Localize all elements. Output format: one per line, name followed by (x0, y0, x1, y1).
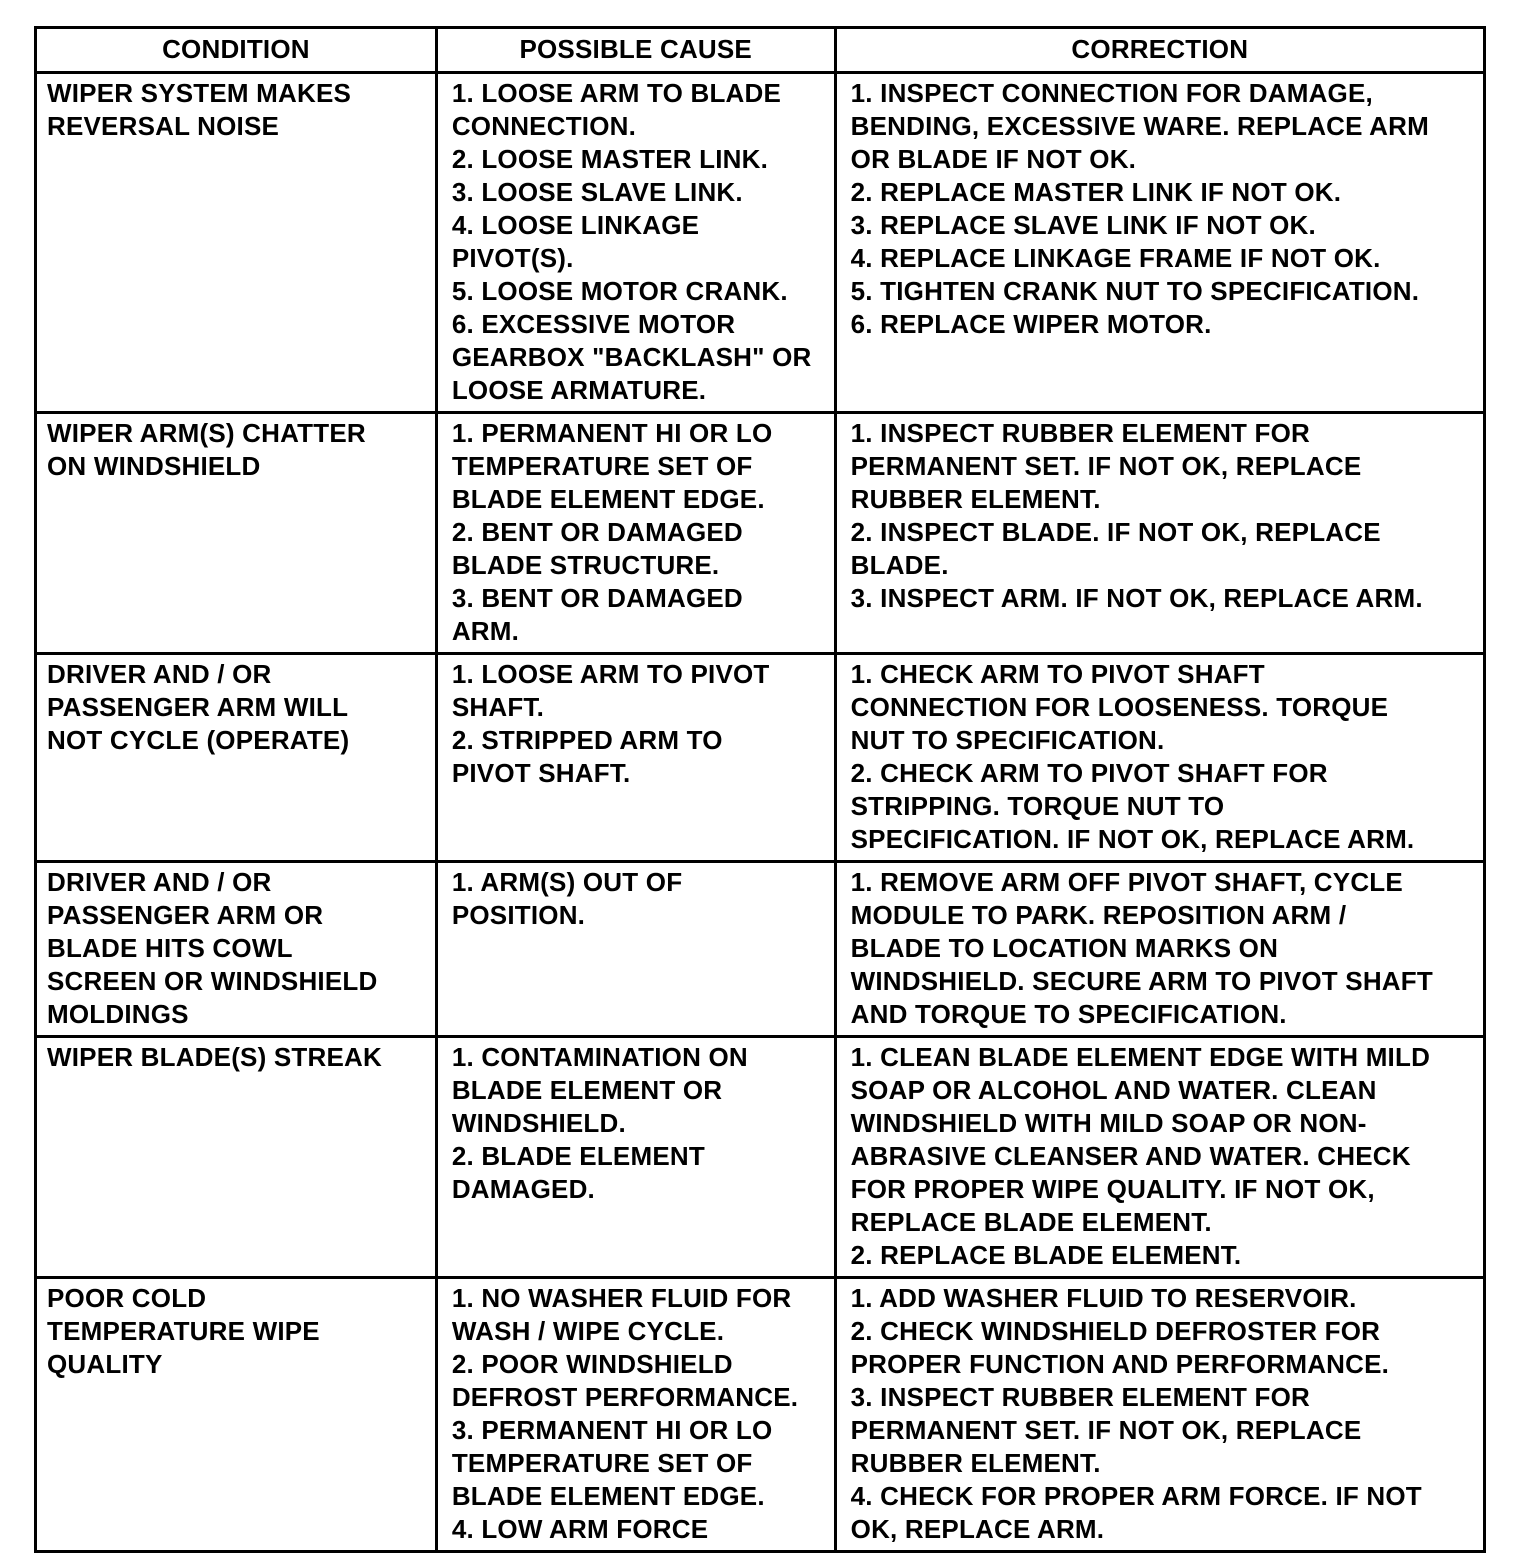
condition-cell (36, 1037, 437, 1278)
header-possible-cause: POSSIBLE CAUSE (436, 28, 835, 73)
diagnosis-table (34, 26, 1486, 1553)
correction-line: 2. REPLACE MASTER LINK IF NOT OK. (850, 177, 1342, 207)
condition-line: SCREEN OR WINDSHIELD (47, 966, 378, 996)
correction-cell (835, 413, 1484, 654)
cause-line: 2. BLADE ELEMENT (451, 1141, 705, 1171)
condition-line: BLADE HITS COWL (47, 933, 293, 963)
cause-line: DEFROST PERFORMANCE. (451, 1382, 799, 1412)
cause-line: DAMAGED. (451, 1174, 595, 1204)
condition-line: WIPER ARM(S) CHATTER (47, 418, 366, 448)
correction-line: ABRASIVE CLEANSER AND WATER. CHECK (850, 1141, 1411, 1171)
correction-line: 3. INSPECT ARM. IF NOT OK, REPLACE ARM. (850, 583, 1423, 613)
condition-cell (36, 73, 437, 413)
correction-line: REPLACE BLADE ELEMENT. (850, 1207, 1212, 1237)
correction-line: 1. CHECK ARM TO PIVOT SHAFT (850, 659, 1265, 689)
table-row (36, 413, 1485, 654)
correction-line: CONNECTION FOR LOOSENESS. TORQUE (850, 692, 1389, 722)
cause-line: BLADE STRUCTURE. (451, 550, 720, 580)
condition-line: NOT CYCLE (OPERATE) (47, 725, 350, 755)
cause-line: 6. EXCESSIVE MOTOR (451, 309, 736, 339)
correction-line: WINDSHIELD WITH MILD SOAP OR NON- (850, 1108, 1367, 1138)
correction-line: 1. CLEAN BLADE ELEMENT EDGE WITH MILD (850, 1042, 1431, 1072)
cause-line: ARM. (451, 616, 520, 646)
cause-cell (436, 654, 835, 862)
cause-line: 2. LOOSE MASTER LINK. (451, 144, 769, 174)
cause-cell (436, 1037, 835, 1278)
correction-line: 2. REPLACE BLADE ELEMENT. (850, 1240, 1242, 1270)
correction-line: 2. CHECK WINDSHIELD DEFROSTER FOR (850, 1316, 1381, 1346)
table-row (36, 1278, 1485, 1552)
correction-line: FOR PROPER WIPE QUALITY. IF NOT OK, (850, 1174, 1375, 1204)
cause-line: 1. ARM(S) OUT OF (451, 867, 683, 897)
correction-line: 2. INSPECT BLADE. IF NOT OK, REPLACE (850, 517, 1381, 547)
cause-line: 1. PERMANENT HI OR LO (451, 418, 773, 448)
correction-line: 1. INSPECT CONNECTION FOR DAMAGE, (850, 78, 1373, 108)
correction-line: SPECIFICATION. IF NOT OK, REPLACE ARM. (850, 824, 1415, 854)
cause-line: 4. LOOSE LINKAGE (451, 210, 700, 240)
correction-line: BLADE. (850, 550, 949, 580)
condition-line: WIPER SYSTEM MAKES (47, 78, 352, 108)
cause-cell (436, 73, 835, 413)
cause-line: 1. LOOSE ARM TO PIVOT (451, 659, 770, 689)
table-row (36, 1037, 1485, 1278)
cause-cell (436, 413, 835, 654)
cause-line: LOOSE ARMATURE. (451, 375, 707, 405)
correction-line: STRIPPING. TORQUE NUT TO (850, 791, 1225, 821)
header-row (36, 28, 1485, 73)
correction-line: PERMANENT SET. IF NOT OK, REPLACE (850, 451, 1362, 481)
correction-line: MODULE TO PARK. REPOSITION ARM / (850, 900, 1347, 930)
correction-line: WINDSHIELD. SECURE ARM TO PIVOT SHAFT (850, 966, 1433, 996)
correction-line: PROPER FUNCTION AND PERFORMANCE. (850, 1349, 1390, 1379)
table-row (36, 73, 1485, 413)
cause-line: SHAFT. (451, 692, 545, 722)
correction-line: NUT TO SPECIFICATION. (850, 725, 1165, 755)
condition-line: WIPER BLADE(S) STREAK (47, 1042, 382, 1072)
correction-cell (835, 1278, 1484, 1552)
correction-cell (835, 1037, 1484, 1278)
condition-line: QUALITY (47, 1349, 163, 1379)
table-row (36, 862, 1485, 1037)
correction-cell (835, 862, 1484, 1037)
correction-line: AND TORQUE TO SPECIFICATION. (850, 999, 1287, 1029)
condition-cell (36, 862, 437, 1037)
correction-line: RUBBER ELEMENT. (850, 484, 1101, 514)
header-condition: CONDITION (36, 28, 437, 73)
correction-line: 3. REPLACE SLAVE LINK IF NOT OK. (850, 210, 1316, 240)
correction-line: BLADE TO LOCATION MARKS ON (850, 933, 1279, 963)
cause-line: BLADE ELEMENT EDGE. (451, 484, 765, 514)
cause-line: 4. LOW ARM FORCE (451, 1514, 709, 1544)
condition-cell (36, 413, 437, 654)
cause-cell (436, 1278, 835, 1552)
correction-cell (835, 654, 1484, 862)
correction-line: PERMANENT SET. IF NOT OK, REPLACE (850, 1415, 1362, 1445)
cause-line: TEMPERATURE SET OF (451, 1448, 753, 1478)
cause-line: 2. POOR WINDSHIELD (451, 1349, 733, 1379)
correction-line: 2. CHECK ARM TO PIVOT SHAFT FOR (850, 758, 1328, 788)
correction-line: 4. CHECK FOR PROPER ARM FORCE. IF NOT (850, 1481, 1422, 1511)
cause-line: 1. CONTAMINATION ON (451, 1042, 748, 1072)
condition-line: DRIVER AND / OR (47, 867, 272, 897)
cause-line: 3. LOOSE SLAVE LINK. (451, 177, 743, 207)
cause-line: TEMPERATURE SET OF (451, 451, 753, 481)
correction-line: OK, REPLACE ARM. (850, 1514, 1105, 1544)
condition-line: MOLDINGS (47, 999, 189, 1029)
correction-line: SOAP OR ALCOHOL AND WATER. CLEAN (850, 1075, 1377, 1105)
condition-line: TEMPERATURE WIPE (47, 1316, 320, 1346)
condition-line: PASSENGER ARM OR (47, 900, 324, 930)
correction-line: 3. INSPECT RUBBER ELEMENT FOR (850, 1382, 1311, 1412)
cause-line: 2. BENT OR DAMAGED (451, 517, 743, 547)
correction-line: 5. TIGHTEN CRANK NUT TO SPECIFICATION. (850, 276, 1420, 306)
correction-line: OR BLADE IF NOT OK. (850, 144, 1137, 174)
cause-line: PIVOT(S). (451, 243, 574, 273)
cause-cell (436, 862, 835, 1037)
correction-line: 1. ADD WASHER FLUID TO RESERVOIR. (850, 1283, 1357, 1313)
correction-line: BENDING, EXCESSIVE WARE. REPLACE ARM (850, 111, 1429, 141)
cause-line: 1. NO WASHER FLUID FOR (451, 1283, 792, 1313)
condition-line: DRIVER AND / OR (47, 659, 272, 689)
cause-line: WASH / WIPE CYCLE. (451, 1316, 725, 1346)
cause-line: WINDSHIELD. (451, 1108, 626, 1138)
cause-line: 1. LOOSE ARM TO BLADE (451, 78, 782, 108)
cause-line: BLADE ELEMENT OR (451, 1075, 723, 1105)
cause-line: 3. PERMANENT HI OR LO (451, 1415, 773, 1445)
correction-cell (835, 73, 1484, 413)
condition-cell (36, 1278, 437, 1552)
correction-line: RUBBER ELEMENT. (850, 1448, 1101, 1478)
condition-line: POOR COLD (47, 1283, 207, 1313)
condition-line: PASSENGER ARM WILL (47, 692, 349, 722)
cause-line: GEARBOX "BACKLASH" OR (451, 342, 812, 372)
table-row (36, 654, 1485, 862)
correction-line: 1. INSPECT RUBBER ELEMENT FOR (850, 418, 1311, 448)
cause-line: 3. BENT OR DAMAGED (451, 583, 743, 613)
cause-line: 5. LOOSE MOTOR CRANK. (451, 276, 788, 306)
header-correction: CORRECTION (835, 28, 1484, 73)
correction-line: 6. REPLACE WIPER MOTOR. (850, 309, 1212, 339)
correction-line: 1. REMOVE ARM OFF PIVOT SHAFT, CYCLE (850, 867, 1403, 897)
condition-line: REVERSAL NOISE (47, 111, 280, 141)
condition-cell (36, 654, 437, 862)
cause-line: BLADE ELEMENT EDGE. (451, 1481, 765, 1511)
correction-line: 4. REPLACE LINKAGE FRAME IF NOT OK. (850, 243, 1381, 273)
table-body (36, 73, 1485, 1552)
cause-line: PIVOT SHAFT. (451, 758, 631, 788)
cause-line: CONNECTION. (451, 111, 637, 141)
cause-line: POSITION. (451, 900, 586, 930)
condition-line: ON WINDSHIELD (47, 451, 261, 481)
cause-line: 2. STRIPPED ARM TO (451, 725, 723, 755)
